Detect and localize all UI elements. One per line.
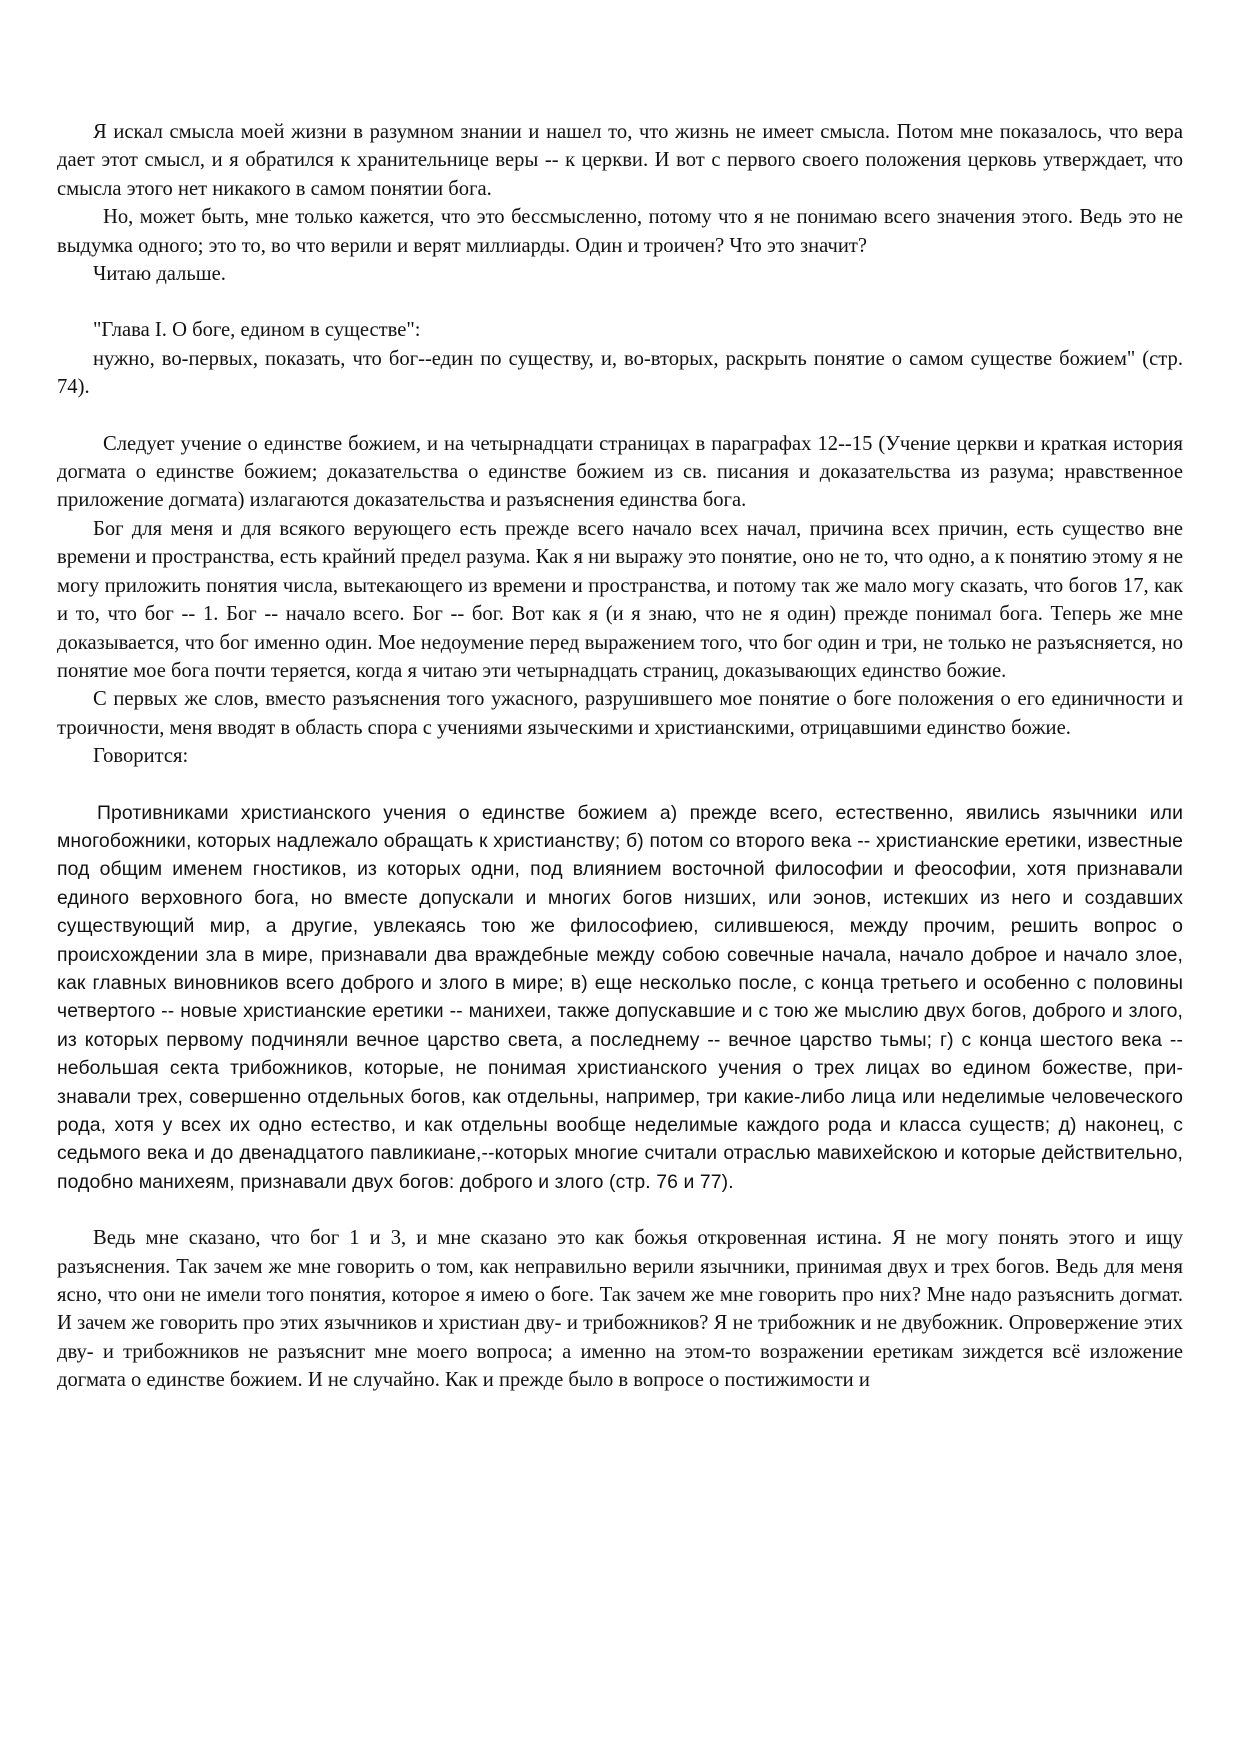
quoted-passage: Противниками христианского учения о единстве божием а) прежде всего, естественно, явились язычники или многобожники, которых надлежало обращать к христианству; б) потом со второго века -- христианские еретики, известные под общим именем гностиков, из которых одни, под влиянием восточной философии и феософии, хотя признавали единого верховного бога, но вместе допускали и многих богов низших, или эонов, истекших из него и создавших существующий мир, а другие, увлекаясь тою же философиею, силившеюся, между прочим, решить вопрос о происхождении зла в мире, признавали два враждебные между собою совечные начала, начало доброе и начало злое, как главных виновников всего доброго и злого в мире; в) еще несколько после, с конца третьего и особенно с половины четвертого -- новые христианские еретики -- манихеи, также допускавшие и с тою же мыслию двух богов, доброго и злого, из которых первому подчиняли вечное царство света, а последнему -- вечное царство тьмы; г) с конца шестого века -- небольшая секта трибожников, которые, не понимая христианского учения о трех лицах во едином божестве, при- знавали трех, совершенно отдельных богов, как отдельны, например, три какие-либо лица или неделимые человеческого рода, хотя у всех их одно естество, и как отдельны вообще неделимые каждого рода и класса существ; д) наконец, с седьмого века и до двенадцатого павликиане,--которых многие считали отраслью мавихейскою и которые действительно, подобно манихеям, признавали двух богов: доброго и злого (стр. 76 и 77). — [57, 801, 1183, 1193]
spacer — [57, 402, 1183, 430]
paragraph-5: нужно, во-первых, показать, что бог--един по существу, и, во-вторых, раскрыть понятие о самом существе божием" (стр. 74). — [57, 347, 1183, 399]
spacer — [57, 771, 1183, 799]
spacer — [57, 288, 1183, 316]
chapter-heading-quote: "Глава I. О боге, едином в существе": — [93, 319, 421, 342]
paragraph-8: С первых же слов, вместо разъяснения того ужасного, разрушившего мое понятие о боге положения о его единичности и троичности, меня вводят в область спора с учениями языческими и христианскими, отрицавшими единство божие. — [57, 688, 1183, 739]
paragraph-6: Следует учение о единстве божием, и на четырнадцати страницах в параграфах 12--15 (Учение церкви и краткая история догмата о единстве божием; доказательства о единстве божием из св. писания и доказательства из разума; нравственное приложение догмата) излагаются доказательства и разъяснения единства бога. — [57, 432, 1183, 512]
paragraph-1: Я искал смысла моей жизни в разумном знании и нашел то, что жизнь не имеет смысла. Потом мне показалось, что вера дает этот смысл, и я обратился к хранительнице веры -- к церкви. И вот с первого своего положения церковь утверждает, что смысла этого нет никакого в самом понятии бога. — [57, 121, 1183, 200]
paragraph-9: Говорится: — [93, 745, 189, 768]
document-page — [57, 118, 1183, 1395]
spacer — [57, 1196, 1183, 1224]
paragraph-11: Ведь мне сказано, что бог 1 и 3, и мне сказано это как божья откровенная истина. Я не могу понять этого и ищу разъяснения. Так зачем же мне говорить о том, как неправильно верили язычники, принимая двух и трех богов. Ведь для меня ясно, что они не имели того понятия, которое я имею о боге. Так зачем же мне говорить про них? Мне надо разъяснить догмат. И зачем же говорить про этих язычников и христиан дву- и трибожников? Я не трибожник и не двубожник. Опровержение этих дву- и трибожников не разъяснит мне моего вопроса; а именно на этом-то возражении еретикам зиждется всё изложение догмата о единстве божием. И не случайно. Как и прежде было в вопросе о постижимости и — [57, 1227, 1183, 1392]
paragraph-7: Бог для меня и для всякого верующего есть прежде всего начало всех начал, причина всех причин, есть существо вне времени и пространства, есть крайний предел разума. Как я ни выражу это понятие, оно не то, что одно, а к понятию этому я не могу приложить понятия числа, вытекающего из времени и пространства, и потому так же мало могу сказать, что богов 17, как и то, что бог -- 1. Бог -- начало всего. Бог -- бог. Вот как я (и я знаю, что не я один) прежде понимал бога. Теперь же мне доказывается, что бог именно один. Мое недоумение перед выражением того, что бог один и три, не только не разъясняется, но понятие мое бога почти теряется, когда я читаю эти четырнадцать страниц, доказывающих единство божие. — [57, 517, 1183, 682]
paragraph-2: Но, может быть, мне только кажется, что это бессмысленно, потому что я не понимаю всего значения этого. Ведь это не выдумка одного; это то, во что верили и верят миллиарды. Один и троичен? Что это значит? — [57, 206, 1183, 257]
paragraph-3: Читаю дальше. — [93, 263, 226, 286]
